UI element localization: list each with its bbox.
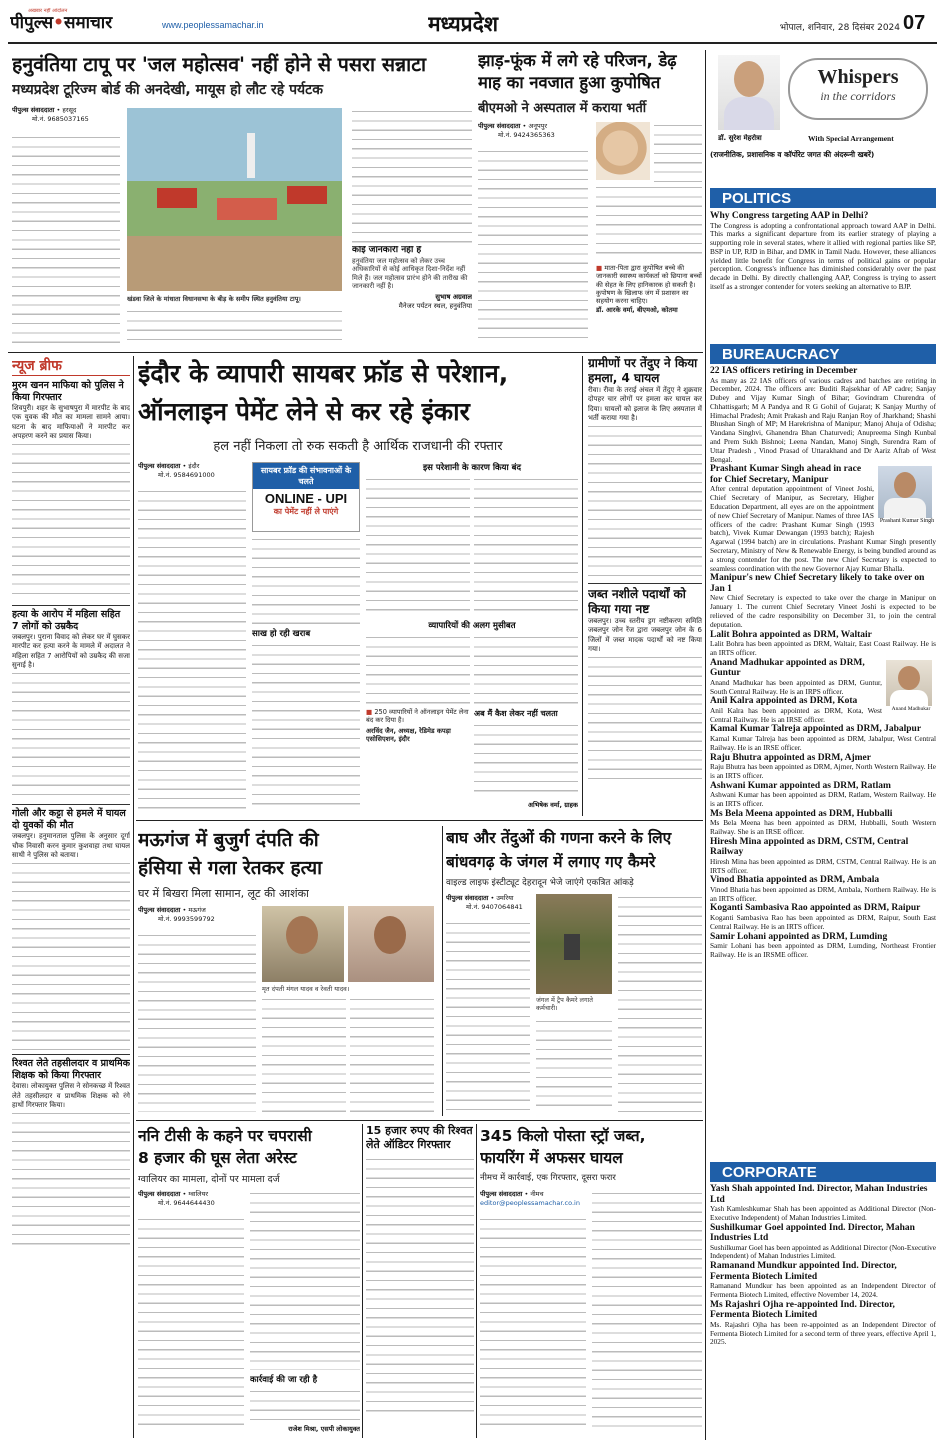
brief-headline: मुरम खनन माफिया को पुलिस ने किया गिरफ्तार bbox=[12, 380, 124, 403]
corporate-body: Ms. Rajashri Ojha has been re-appointed as an Independent Director of Fermenta Biotech Limited for a second term of three years, effective April 1, 2025. bbox=[710, 1319, 936, 1347]
story-headline-line2: हंसिया से गला रेतकर हत्या bbox=[138, 857, 323, 879]
bureaucracy-body: Koganti Sambasiva Rao has been appointed as DRM, Raipur, South East Central Railway. He is an IRTS officer. bbox=[710, 912, 936, 931]
story-malnourished-infant bbox=[478, 50, 702, 350]
story-headline-line2: ऑनलाइन पेमेंट लेने से कर रहे इंकार bbox=[138, 397, 470, 426]
logo-prefix: पीपुल्स bbox=[10, 13, 54, 33]
corporate-headline: Ramanand Mundkur appointed Ind. Director, Fermenta Biotech Limited bbox=[710, 1261, 897, 1282]
bureaucracy-body: Samir Lohani has been appointed as DRM, Lumding, Northeast Frontier Railway. He is an IRSME officer. bbox=[710, 941, 936, 959]
bureaucracy-body: New Chief Secretary is expected to take over the charge in Manipur on January 1. The current Chief Secretary Vineet Joshi is expected to be relieved of the cadre responsibility on December 31, to join the central deputation. bbox=[710, 593, 936, 629]
arrangement-note: With Special Arrangement bbox=[808, 134, 894, 143]
story-subhead: हल नहीं निकला तो रुक सकती है आर्थिक राजधानी की रफ्तार bbox=[213, 439, 503, 454]
photo-caption: जंगल में ट्रैप कैमरे लगाते कर्मचारी। bbox=[536, 996, 594, 1012]
story-subhead: मध्यप्रदेश टूरिज्म बोर्ड की अनदेखी, मायूस हो लौट रहे पर्यटक bbox=[12, 82, 323, 98]
brief-text: जबलपुर। हनुमानताल पुलिस के अनुसार दूर्गा चौक निवासी करन कुमार कुशवाहा तथा घायल साथी ने पुलिस को बताया। bbox=[12, 832, 130, 859]
section-title: मध्यप्रदेश bbox=[428, 12, 499, 36]
story-headline-line2: बांधवगढ़ के जंगल में लगाए गए कैमरे bbox=[446, 853, 656, 871]
logo-suffix: समाचार bbox=[63, 13, 113, 33]
subsection-heading: अब मैं कैश लेकर नहीं चलता bbox=[474, 709, 558, 718]
bureaucracy-headline: Samir Lohani appointed as DRM, Lumding bbox=[710, 931, 888, 942]
infant-photo bbox=[596, 122, 650, 180]
dateline: भोपाल, शनिवार, 28 दिसंबर 2024 bbox=[779, 23, 900, 32]
whispers-header bbox=[708, 50, 938, 180]
subsection-heading: इस परेशानी के कारण किया बंद bbox=[422, 463, 522, 473]
quote-box: ■ माता-पिता द्वारा कुपोषित बच्चे की जानकारी स्वास्थ्य कार्यकर्ता को छिपाना बच्चों की सेहत के लिए हानिकारक हो सकती है। कुपोषण के खिलाफ जंग में प्रशासन का सहयोग करना चाहिए। डॉ. आरके वर्मा, बीएमओ, कोतमा bbox=[596, 264, 702, 315]
quote-box: कोई जानकारी नहीं है हनुवंतिया जल महोत्सव को लेकर उच्च अधिकारियों से कोई आधिकृत दिशा-निर्देश नहीं मिले हैं। जल महोत्सव प्रारंभ होने की तारीख की जानकारी नहीं है। सुभाष अग्रवाल मैनेजर पर्यटन स्थल, हनुवंतिया bbox=[352, 246, 472, 310]
corporate-headline: Ms Rajashri Ojha re-appointed Ind. Director, Fermenta Biotech Limited bbox=[710, 1299, 895, 1321]
story-gwalior-bribe bbox=[138, 1124, 360, 1438]
brief-headline: हत्या के आरोप में महिला सहित 7 लोगों को उम्रकैद bbox=[12, 605, 130, 633]
story-auditor-bribe bbox=[366, 1124, 474, 1438]
bureaucracy-headline: Prashant Kumar Singh ahead in race for Chief Secretary, Manipur bbox=[710, 464, 862, 485]
brief-text: शिवपुरी। शहर के सुभाषपुरा में मारपीट के बाद एक युवक की मौत का मामला सामने आया। घटना के बाद माफियाओं ने मारपीट कर अपहरण करने का प्रयास किया। bbox=[12, 404, 130, 440]
bureaucracy-body: Ms Bela Meena has been appointed as DRM, Hubballi, South Western Railway. She is an IRSE officer. bbox=[710, 818, 936, 836]
bureaucracy-headline: Manipur's new Chief Secretary likely to take over on Jan 1 bbox=[710, 573, 925, 594]
officer-photo: Anand Madhukar bbox=[886, 660, 936, 718]
subsection-heading: कार्रवाई की जा रही है bbox=[250, 1375, 318, 1385]
victim-photo-husband bbox=[262, 906, 344, 982]
story-headline: इंदौर के व्यापारी सायबर फ्रॉड से परेशान, bbox=[138, 359, 509, 388]
columnist-photo bbox=[718, 55, 780, 130]
hanuwantiya-island-photo bbox=[127, 108, 342, 291]
pullout-box: सायबर फ्रॉड की संभावनाओं के चलते ONLINE - UPI का पेमेंट नहीं ले पाएंगे bbox=[252, 462, 360, 532]
byline: पीपुल्स संवाददाता • मऊगंज मो.नं. 9993599792 bbox=[138, 906, 215, 923]
bureaucracy-headline: Ms Bela Meena appointed as DRM, Hubballi bbox=[710, 808, 893, 819]
story-leopard-attack bbox=[588, 356, 702, 816]
story-text: जबलपुर। उच्च स्तरीय ड्रग नष्टीकरण समिति जबलपुर जोन रेंज द्वारा जबलपुर जोन के 6 जिलों में जब्त मादक पदार्थों को नष्ट किया गया। bbox=[588, 617, 702, 654]
subsection-heading: साख हो रही खराब bbox=[252, 629, 311, 639]
story-indore-cyber-fraud bbox=[138, 356, 578, 816]
corporate-headline: Sushilkumar Goel appointed Ind. Director, Mahan Industries Ltd bbox=[710, 1222, 915, 1244]
bureaucracy-section bbox=[710, 344, 936, 1024]
bureaucracy-body: Ashwani Kumar has been appointed as DRM, Ratlam, Western Railway. He is an IRTS officer. bbox=[710, 790, 936, 808]
bureaucracy-headline: Anand Madhukar appointed as DRM, Guntur bbox=[710, 657, 865, 679]
bureaucracy-body: After central deputation appointment of Vineet Joshi, Chief Secretary of Manipur, as Secretary, Higher Education Department, all eyes are on the appointment of new Chief Secretary of Manipur. Names of three IAS officers of the cadre: Prashant Kumar Singh (1993 batch), Vivek Kumar Dewangan (1993 batch); Rajesh Agarwal (1994 batch) are in circulations. Prashant Kumar Singh presently Secretary, Ministry of New & Renewable Energy, is being bundled around as a strong contender for the post. The new Chief Secretary is expected to seamless coordination with the new Governor Ajay Kumar Bhalla. bbox=[710, 484, 936, 573]
quote-signature: अभिषेक वर्मा, ग्राहक bbox=[528, 801, 578, 809]
bureaucracy-body: Anand Madhukar has been appointed as DRM, Guntur, South Central Railway. He is an IRPS officer. bbox=[710, 677, 882, 696]
bureaucracy-label: BUREAUCRACY bbox=[710, 344, 936, 364]
victim-photo-wife bbox=[348, 906, 434, 982]
story-subhead: वाइल्ड लाइफ इंस्टीट्यूट देहरादून भेजे जाएंगे एकत्रित आंकड़े bbox=[446, 878, 634, 888]
corporate-body: Sushilkumar Goel has been appointed as Additional Director (Non-Executive Independent) of Mahan Industries Limited. bbox=[710, 1242, 936, 1261]
bureaucracy-headline: 22 IAS officers retiring in December bbox=[710, 366, 858, 376]
byline: पीपुल्स संवाददाता • नीमच editor@peoplessamachar.co.in bbox=[480, 1190, 580, 1207]
corporate-body: Yash Kamleshkumar Shah has been appointed as Additional Director (Non-Executive Independent) of Mahan Industries Limited. bbox=[710, 1204, 936, 1222]
columnist-name: डॉ. सुरेश मेहरोत्रा bbox=[718, 134, 762, 142]
whispers-logo: Whispers in the corridors bbox=[788, 58, 928, 120]
bureaucracy-headline: Lalit Bohra appointed as DRM, Waltair bbox=[710, 629, 872, 640]
byline: पीपुल्स संवाददाता • अनूपपुर मो.नं. 9424365363 bbox=[478, 122, 555, 139]
whispers-tagline: (राजनीतिक, प्रशासनिक व कॉर्पोरेट जगत की अंदरूनी खबरें) bbox=[710, 150, 875, 159]
story-headline: झाड़-फूंक में लगे रहे परिजन, डेढ़ माह का नवजात हुआ कुपोषित bbox=[478, 51, 677, 92]
story-headline: जब्त नशीले पदार्थों को किया गया नष्ट bbox=[588, 583, 702, 617]
bureaucracy-body: Kamal Kumar Talreja has been appointed as DRM, Jabalpur, West Central Railway. He is an IRSE officer. bbox=[710, 733, 936, 752]
quote-signature: राजेश मिश्रा, एसपी लोकायुक्त bbox=[288, 1425, 360, 1433]
bureaucracy-headline: Vinod Bhatia appointed as DRM, Ambala bbox=[710, 875, 880, 886]
bureaucracy-headline: Ashwani Kumar appointed as DRM, Ratlam bbox=[710, 780, 891, 791]
story-hanuwantiya bbox=[12, 50, 472, 350]
photo-caption: मृत दंपती मंगल यादव व रेवती यादव। bbox=[262, 985, 350, 993]
byline: पीपुल्स संवाददाता • हरसूद मो.नं. 9685037165 bbox=[12, 106, 89, 123]
corporate-headline: Yash Shah appointed Ind. Director, Mahan Industries Ltd bbox=[710, 1184, 928, 1205]
byline: पीपुल्स संवाददाता • उमरिया मो.नं. 9407064841 bbox=[446, 894, 523, 911]
brief-headline: गोली और कट्टा से हमले में घायल दो युवकों की मौत bbox=[12, 804, 130, 832]
subsection-heading: व्यापारियों की अलग मुसीबत bbox=[428, 621, 516, 631]
photo-caption: खंडवा जिले के मांधाता विधानसभा के बीड़ के समीप स्थित हनुवंतिया टापू। bbox=[127, 295, 301, 303]
officer-photo: Prashant Kumar Singh bbox=[878, 466, 936, 532]
newspaper-logo: पीपुल्स•समाचार bbox=[10, 13, 113, 33]
story-headline-line2: 8 हजार की घूस लेता अरेस्ट bbox=[138, 1149, 297, 1167]
page-number: 07 bbox=[903, 12, 926, 34]
story-bandhavgarh-cameras bbox=[446, 826, 702, 1116]
brief-headline: रिश्वत लेते तहसीलदार व प्राथमिक शिक्षक को किया गिरफ्तार bbox=[12, 1054, 130, 1082]
camera-trap-photo bbox=[536, 894, 612, 994]
corporate-label: CORPORATE bbox=[710, 1162, 936, 1182]
story-text: रीवा। रीवा के तराई अंचल में तेंदुए ने शुक्रवार दोपहर चार लोगों पर हमला कर घायल कर दिया। घायलों को इलाज के लिए अस्पताल में भर्ती कराया गया है। bbox=[588, 386, 702, 422]
bureaucracy-body: Hiresh Mina has been appointed as DRM, CSTM, Central Railway. He is an IRTS officer. bbox=[710, 856, 936, 875]
politics-section bbox=[710, 188, 936, 340]
bureaucracy-headline: Anil Kalra appointed as DRM, Kota bbox=[710, 696, 858, 707]
bureaucracy-headline: Raju Bhutra appointed as DRM, Ajmer bbox=[710, 752, 871, 763]
story-mauganj-murder bbox=[138, 826, 438, 1116]
story-headline: बाघ और तेंदुओं की गणना करने के लिए bbox=[446, 829, 672, 847]
politics-body: The Congress is adopting a confrontational approach toward AAP in Delhi. This marks a significant departure from its earlier strategy of playing a supporting role in several states, where it allied with regional parties like SP, BSP in UP, RJD in Bihar, and DMK in Tamil Nadu. However, these alliances yielded little benefit for Congress in terms of political gains or popular perception. Congress's influence has diminished considerably over the past decade in Delhi. By directly challenging AAP, Congress is trying to assert itself as a stronger contender for voters seeking an alternative to BJP. bbox=[710, 220, 936, 292]
bureaucracy-headline: Kamal Kumar Talreja appointed as DRM, Jabalpur bbox=[710, 724, 922, 735]
politics-label: POLITICS bbox=[710, 188, 936, 208]
story-neemuch-seizure bbox=[480, 1124, 702, 1438]
bureaucracy-body: Vinod Bhatia has been appointed as DRM, Ambala, Northern Railway. He is an IRTS officer. bbox=[710, 884, 936, 903]
story-subhead: नीमच में कार्रवाई, एक गिरफ्तार, दूसरा फरार bbox=[480, 1173, 616, 1183]
story-headline: 345 किलो पोस्ता स्ट्रॉ जब्त, bbox=[480, 1127, 646, 1145]
story-headline-line2: फायरिंग में अफसर घायल bbox=[480, 1149, 623, 1167]
story-headline: ग्रामीणों पर तेंदुए ने किया हमला, 4 घायल bbox=[588, 356, 698, 385]
trader-quote: ■ 250 व्यापारियों ने ऑनलाइन पेमेंट लेना बंद कर दिया है। अरविंद जैन, अध्यक्ष, रेडिमेड कपड़ा एसोसिएशन, इंदौर bbox=[366, 708, 469, 744]
story-subhead: ग्वालियर का मामला, दोनों पर मामला दर्ज bbox=[138, 1174, 280, 1185]
story-headline: 15 हजार रुपए की रिश्वत लेते ऑडिटर गिरफ्तार bbox=[366, 1124, 473, 1151]
story-headline: मऊगंज में बुजुर्ग दंपति की bbox=[138, 829, 319, 851]
logo-tagline: अखबार नहीं आंदोलन bbox=[28, 8, 68, 14]
story-subhead: बीएमओ ने अस्पताल में कराया भर्ती bbox=[478, 101, 647, 116]
bureaucracy-body: Raju Bhutra has been appointed as DRM, Ajmer, North Western Railway. He is an IRTS officer. bbox=[710, 762, 936, 780]
brief-text: जबलपुर। पुराना विवाद को लेकर घर में घुसकर मारपीट कर हत्या करने के मामले में अदालत ने महिला सहित 7 आरोपियों को उम्रकैद की सजा सुनाई है। bbox=[12, 633, 130, 670]
corporate-body: Ramanand Mundkur has been appointed as an Independent Director of Fermenta Biotech Limited, effective November 14, 2024. bbox=[710, 1281, 936, 1299]
brief-text: देवास। लोकायुक्त पुलिस ने सोनकच्छ में रिश्वत लेते तहसीलदार व प्राथमिक शिक्षक को रंगे हाथों गिरफ्तार किया। bbox=[12, 1082, 130, 1109]
news-brief-label: न्यूज ब्रीफ bbox=[12, 356, 130, 376]
bureaucracy-body: Lalit Bohra has been appointed as DRM, Waltair, East Coast Railway. He is an IRTS officer. bbox=[710, 639, 936, 657]
byline: पीपुल्स संवाददाता • ग्वालियर मो.नं. 9644644430 bbox=[138, 1190, 215, 1207]
corporate-section bbox=[710, 1162, 936, 1437]
bureaucracy-headline: Hiresh Mina appointed as DRM, CSTM, Central Railway bbox=[710, 836, 909, 858]
news-brief-column bbox=[12, 356, 130, 1436]
story-headline: ननि टीसी के कहने पर चपरासी bbox=[138, 1127, 312, 1145]
politics-headline: Why Congress targeting AAP in Delhi? bbox=[710, 211, 869, 221]
bureaucracy-body: Anil Kalra has been appointed as DRM, Kota, West Central Railway. He is an IRSE officer. bbox=[710, 705, 882, 724]
byline: पीपुल्स संवाददाता • इंदौर मो.नं. 9584691000 bbox=[138, 462, 215, 479]
bureaucracy-body: As many as 22 IAS officers of various cadres and batches are retiring in December, 2024. The officers are: Buditi Rajsekhar of AP cadre; Sanjay Dubey and Vijay Kumar Singh of Bihar; Govindram Churendra of Chhattisgarh; M A Pandya and R G Gohil of Gujarat; K Sanjay Murthy of Himachal Pradesh; Amit Prakash and Raju Ranjan Roy of Jharkhand; Shashi Bhushan Singh of MP; M Harekrishna of Manipur; Manoj Ahuja of Odisha; Vandana Singhvi, Ghanendra Bhan Chaturvedi; Anupreema Singh Kunbal and Prem Sukh Bishnoi; Leena Nandan, Manoj Singh, Surendra Ram of Uttar Pradesh , Vinod Prasad of Uttarakhand and Dr Aariz Aftab of West Bengal. bbox=[710, 375, 936, 464]
bureaucracy-headline: Koganti Sambasiva Rao appointed as DRM, Raipur bbox=[710, 903, 921, 914]
story-subhead: घर में बिखरा मिला सामान, लूट की आशंका bbox=[138, 887, 309, 900]
site-url[interactable]: www.peoplessamachar.in bbox=[162, 20, 264, 30]
story-headline: हनुवंतिया टापू पर 'जल महोत्सव' नहीं होने से पसरा सन्नाटा bbox=[12, 53, 427, 76]
